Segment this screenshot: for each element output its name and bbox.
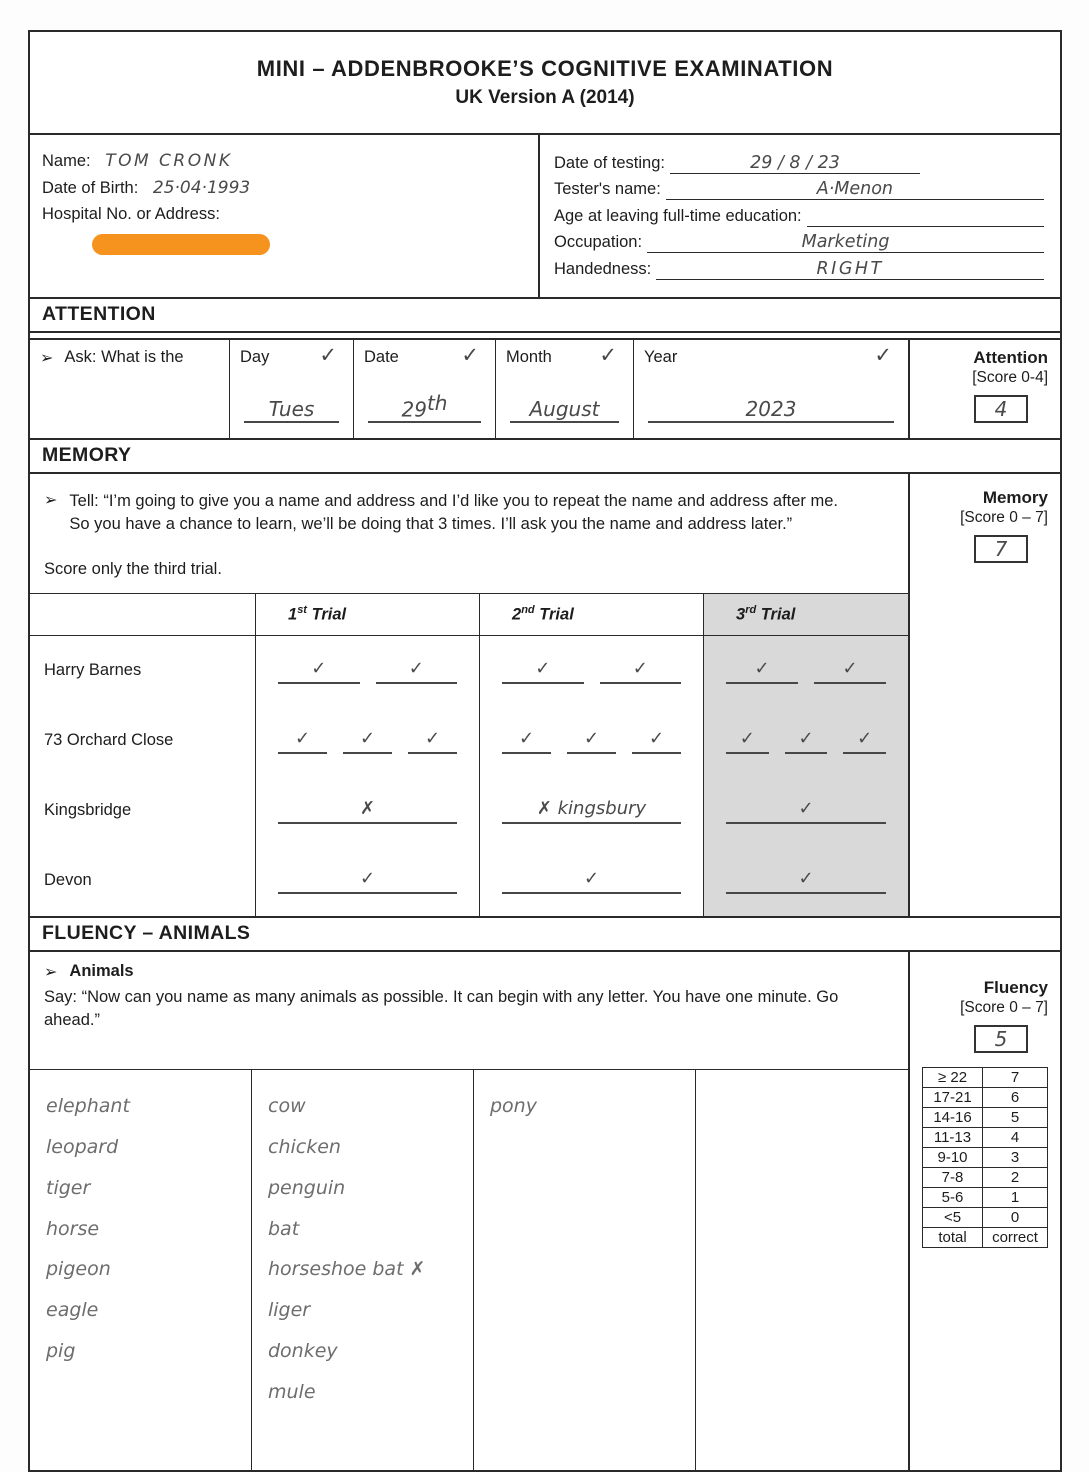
date-answer: 29	[401, 397, 427, 421]
devon-trial2-cell	[480, 846, 704, 916]
scoring-range: 17-21	[923, 1088, 983, 1107]
checkmark-icon: ✓	[359, 867, 376, 889]
day-checkmark-icon: ✓	[319, 343, 337, 367]
attention-prompt-cell	[30, 340, 230, 438]
checkmark-icon: ✓	[518, 727, 535, 749]
checkmark-icon: ✓	[583, 727, 600, 749]
answer-slot	[376, 658, 458, 684]
devon-trial1-cell	[256, 846, 480, 916]
animal-entry: leopard	[46, 1135, 119, 1158]
animals-column-4	[696, 1070, 908, 1470]
scoring-range: 7-8	[923, 1168, 983, 1187]
checkmark-icon: ✓	[739, 727, 755, 749]
answer-slot	[278, 868, 457, 894]
occupation-label: Occupation:	[554, 233, 643, 251]
fluency-score-title: Fluency	[983, 978, 1048, 997]
answer-slot	[843, 728, 886, 754]
scoring-range: 14-16	[923, 1108, 983, 1127]
memory-instruction: Tell: “I’m going to give you a name and address and I’d like you to repeat the name and address after me. So you have a chance to learn, we’ll be doing that 3 times. I’ll ask you the name and address later.”	[69, 492, 839, 533]
fluency-subheader: Animals	[69, 962, 134, 980]
fluency-subheader-row	[44, 960, 894, 984]
date-of-testing-value: 29 / 8 / 23	[750, 152, 840, 173]
year-label: Year	[644, 348, 678, 366]
checkmark-icon: ✓	[857, 727, 873, 749]
occupation-line	[647, 232, 1044, 253]
animal-entry: eagle	[46, 1299, 99, 1322]
memory-item-label: Kingsbridge	[44, 801, 132, 820]
scoring-range: 9-10	[923, 1148, 983, 1167]
arrow-bullet-icon: ➢	[40, 350, 54, 367]
fluency-main	[30, 952, 908, 1470]
form-title: MINI – ADDENBROOKE’S COGNITIVE EXAMINATION	[256, 56, 834, 81]
devon-trial3-cell	[704, 846, 908, 916]
memory-score-panel	[908, 474, 1060, 916]
answer-slot	[567, 728, 616, 754]
name-row	[42, 151, 526, 171]
animal-entry: chicken	[268, 1135, 341, 1158]
scoring-range: 11-13	[923, 1128, 983, 1147]
patient-identity-panel	[30, 135, 540, 297]
education-age-line	[807, 226, 1044, 227]
checkmark-icon: ✓	[798, 727, 814, 749]
animal-entry: cow	[268, 1095, 306, 1117]
handedness-line	[656, 259, 1044, 280]
checkmark-icon: ✓	[648, 727, 665, 749]
animal-entry: pig	[46, 1340, 76, 1363]
animals-column-1	[30, 1070, 252, 1470]
year-answer: 2023	[745, 397, 797, 421]
education-age-label: Age at leaving full-time education:	[554, 206, 802, 225]
spacer	[30, 333, 1060, 340]
memory-score-box	[974, 535, 1028, 563]
fluency-scoring-table	[922, 1067, 1048, 1248]
redaction-bar	[92, 234, 270, 255]
field-handedness	[554, 253, 1044, 280]
scoring-points: 2	[1010, 1169, 1020, 1186]
memory-score-range: [Score 0 – 7]	[960, 509, 1048, 526]
answer-slot	[785, 728, 828, 754]
scoring-range: ≥ 22	[923, 1068, 983, 1087]
trial-table-corner	[30, 594, 256, 636]
trial2-header-label: 2nd Trial	[512, 603, 574, 624]
answer-slot	[502, 658, 584, 684]
dob-value: 25·04·1993	[152, 178, 251, 198]
trial2-header	[480, 594, 704, 636]
harry-trial1-cell	[256, 636, 480, 706]
checkmark-icon: ✓	[632, 657, 648, 679]
memory-instruction-row	[30, 474, 908, 536]
answer-slot	[502, 868, 681, 894]
scoring-points: 6	[1010, 1089, 1020, 1106]
scoring-points: 4	[1010, 1129, 1020, 1146]
trial3-header-label: 3rd Trial	[736, 603, 796, 624]
attention-score-box	[974, 395, 1028, 423]
fluency-score-box	[974, 1025, 1028, 1053]
fluency-score-value: 5	[994, 1027, 1008, 1051]
attention-month-cell	[496, 340, 634, 438]
memory-item-harry-barnes	[30, 636, 256, 706]
memory-score-title: Memory	[982, 488, 1048, 507]
answer-slot	[726, 658, 798, 684]
checkmark-icon: ✓	[754, 657, 770, 679]
answer-slot	[278, 728, 327, 754]
kingsbridge-trial1-cell	[256, 776, 480, 846]
date-of-testing-line	[670, 153, 920, 174]
scoring-row	[923, 1188, 1047, 1208]
attention-year-cell	[634, 340, 908, 438]
animals-answer-grid	[30, 1070, 908, 1470]
scoring-row	[923, 1068, 1047, 1088]
scoring-points: 1	[1010, 1189, 1020, 1206]
date-answer-line	[368, 391, 481, 424]
attention-score-panel	[908, 340, 1060, 438]
memory-main	[30, 474, 908, 916]
field-tester-name	[554, 174, 1044, 201]
form-title-block	[30, 32, 1060, 135]
attention-score-value: 4	[994, 397, 1008, 421]
animal-entry: penguin	[268, 1176, 346, 1199]
animal-entry: pony	[490, 1095, 537, 1117]
memory-section-header: MEMORY	[30, 440, 1060, 474]
answer-slot	[632, 728, 681, 754]
memory-item-label: Devon	[44, 871, 92, 890]
month-checkmark-icon: ✓	[599, 343, 617, 367]
arrow-bullet-icon: ➢	[44, 492, 58, 509]
scoring-points: 7	[1010, 1069, 1020, 1086]
year-answer-line	[648, 397, 894, 423]
checkmark-icon: ✓	[842, 657, 858, 679]
scoring-points: 0	[1010, 1209, 1020, 1226]
answer-slot	[343, 728, 392, 754]
scoring-row	[923, 1088, 1047, 1108]
animal-entry: tiger	[46, 1176, 91, 1199]
scoring-row	[923, 1168, 1047, 1188]
scoring-row	[923, 1108, 1047, 1128]
fluency-section	[30, 952, 1060, 1470]
scoring-points: 5	[1010, 1109, 1020, 1126]
answer-slot	[726, 868, 886, 894]
checkmark-icon: ✓	[583, 867, 600, 889]
attention-section-header: ATTENTION	[30, 299, 1060, 333]
answer-slot	[726, 728, 769, 754]
animal-entry: bat	[268, 1217, 300, 1240]
harry-trial3-cell	[704, 636, 908, 706]
fluency-instruction-block	[30, 952, 908, 1070]
attention-score-range: [Score 0-4]	[972, 369, 1048, 386]
animal-entry: liger	[268, 1299, 311, 1322]
memory-section	[30, 474, 1060, 918]
name-label: Name:	[42, 152, 91, 170]
dob-label: Date of Birth:	[42, 179, 139, 197]
fluency-instruction: Say: “Now can you name as many animals as possible. It can begin with any letter. You have one minute. Go ahead.”	[44, 988, 839, 1030]
handedness-value: RIGHT	[816, 258, 884, 279]
checkmark-icon: ✓	[798, 867, 814, 889]
kingsbridge-trial3-cell	[704, 776, 908, 846]
handedness-label: Handedness:	[554, 259, 652, 278]
fluency-score-range: [Score 0 – 7]	[960, 999, 1048, 1016]
handwritten-answer: ✗ kingsbury	[536, 797, 647, 819]
scoring-row	[923, 1128, 1047, 1148]
orchard-trial3-cell	[704, 706, 908, 776]
answer-slot	[408, 728, 457, 754]
attention-prompt: Ask: What is the	[64, 348, 184, 366]
fluency-score-panel	[908, 952, 1060, 1470]
cross-icon: ✗	[359, 797, 376, 819]
day-answer-line	[244, 397, 339, 423]
animal-entry: elephant	[46, 1095, 130, 1117]
field-date-of-testing	[554, 147, 1044, 174]
memory-note: Score only the third trial.	[44, 559, 222, 578]
trial1-header	[256, 594, 480, 636]
checkmark-icon: ✓	[798, 797, 814, 819]
date-label: Date	[364, 348, 399, 366]
year-checkmark-icon: ✓	[874, 343, 892, 367]
scoring-points: 3	[1010, 1149, 1020, 1166]
date-checkmark-icon: ✓	[461, 343, 479, 367]
tester-name-line	[666, 179, 1044, 200]
answer-slot	[502, 798, 681, 824]
memory-item-label: Harry Barnes	[44, 661, 142, 680]
checkmark-icon: ✓	[294, 727, 311, 749]
memory-item-kingsbridge	[30, 776, 256, 846]
dob-row	[42, 178, 526, 198]
month-label: Month	[506, 348, 552, 366]
fluency-section-header: FLUENCY – ANIMALS	[30, 918, 1060, 952]
orchard-trial2-cell	[480, 706, 704, 776]
scoring-range: <5	[923, 1208, 983, 1227]
month-answer: August	[529, 397, 600, 421]
scoring-total-label: total	[923, 1228, 983, 1247]
harry-trial2-cell	[480, 636, 704, 706]
orchard-trial1-cell	[256, 706, 480, 776]
answer-slot	[502, 728, 551, 754]
day-label: Day	[240, 348, 270, 366]
occupation-value: Marketing	[801, 232, 890, 252]
hospital-label: Hospital No. or Address:	[42, 205, 220, 223]
day-answer: Tues	[268, 397, 315, 421]
animal-entry: horse	[46, 1217, 100, 1240]
answer-slot	[278, 798, 457, 824]
scoring-row	[923, 1208, 1047, 1228]
scoring-correct-label: correct	[992, 1229, 1038, 1246]
answer-slot	[814, 658, 886, 684]
date-answer-suffix: th	[426, 390, 448, 415]
animals-column-2	[252, 1070, 474, 1470]
trial3-header	[704, 594, 908, 636]
memory-item-label: 73 Orchard Close	[44, 731, 174, 750]
memory-trial-table	[30, 593, 908, 916]
checkmark-icon: ✓	[535, 657, 551, 679]
attention-day-cell	[230, 340, 354, 438]
field-education-age	[554, 200, 1044, 227]
hospital-row	[42, 205, 526, 224]
attention-table	[30, 340, 1060, 440]
checkmark-icon: ✓	[359, 727, 376, 749]
attention-score-title: Attention	[973, 348, 1048, 367]
field-occupation	[554, 227, 1044, 254]
animal-entry: mule	[268, 1380, 316, 1403]
testing-info-panel	[540, 135, 1060, 297]
memory-item-orchard-close	[30, 706, 256, 776]
patient-info-section	[30, 135, 1060, 299]
animal-entry: horseshoe bat ✗	[268, 1258, 426, 1281]
kingsbridge-trial2-cell	[480, 776, 704, 846]
date-of-testing-label: Date of testing:	[554, 153, 665, 172]
name-value: TOM CRONK	[105, 151, 233, 171]
ace-form	[28, 30, 1062, 1472]
trial1-header-label: 1st Trial	[288, 603, 347, 624]
form-version: UK Version A (2014)	[455, 87, 635, 108]
answer-slot	[278, 658, 360, 684]
checkmark-icon: ✓	[408, 657, 424, 679]
memory-item-devon	[30, 846, 256, 916]
checkmark-icon: ✓	[311, 657, 327, 679]
answer-slot	[726, 798, 886, 824]
tester-name-label: Tester's name:	[554, 180, 661, 198]
scoring-row	[923, 1148, 1047, 1168]
scoring-range: 5-6	[923, 1188, 983, 1207]
arrow-bullet-icon: ➢	[44, 964, 58, 981]
memory-score-value: 7	[994, 537, 1008, 561]
tester-name-value: A·Menon	[816, 179, 894, 199]
animal-entry: donkey	[268, 1340, 338, 1363]
scoring-total-row	[923, 1228, 1047, 1247]
attention-date-cell	[354, 340, 496, 438]
answer-slot	[600, 658, 682, 684]
checkmark-icon: ✓	[424, 727, 441, 749]
animal-entry: pigeon	[46, 1258, 111, 1281]
month-answer-line	[510, 397, 619, 423]
animals-column-3	[474, 1070, 696, 1470]
